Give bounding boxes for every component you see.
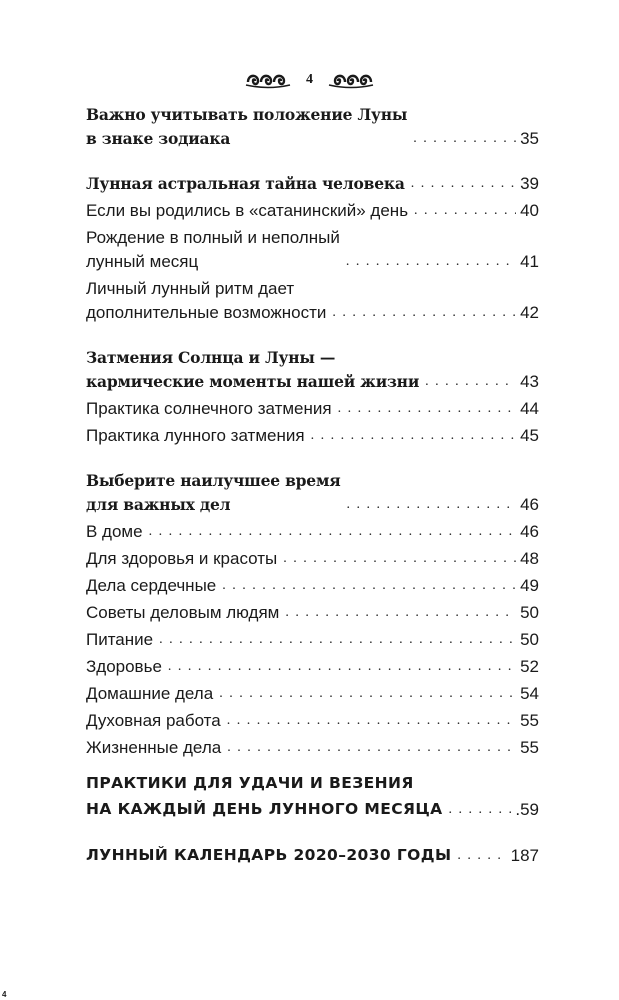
toc-entry[interactable] <box>86 574 539 598</box>
toc-entry[interactable] <box>86 226 539 274</box>
dot-leader <box>285 601 516 625</box>
toc-entry-page: 48 <box>520 549 539 568</box>
toc-entry[interactable] <box>86 469 539 517</box>
toc-entry-title: Практика лунного затмения <box>86 426 305 445</box>
toc-entry-page: 46 <box>520 495 539 514</box>
toc-entry-title: ЛУННЫЙ КАЛЕНДАРЬ 2020–2030 ГОДЫ <box>86 846 452 864</box>
toc-entry-page: 45 <box>520 426 539 445</box>
page-header <box>0 66 619 94</box>
toc-entry[interactable] <box>86 842 539 868</box>
table-of-contents <box>86 103 539 871</box>
dot-leader <box>227 736 516 760</box>
dot-leader <box>346 250 516 274</box>
toc-entry[interactable] <box>86 655 539 679</box>
toc-entry-title: Лунная астральная тайна человека <box>86 174 405 193</box>
toc-entry-page: 46 <box>520 522 539 541</box>
dot-leader <box>219 682 516 706</box>
dot-leader <box>414 199 516 223</box>
dot-leader <box>311 424 517 448</box>
toc-entry-title: Дела сердечные <box>86 576 217 595</box>
toc-entry-title: Домашние дела <box>86 684 214 703</box>
dot-leader <box>283 547 516 571</box>
toc-entry-page: 35 <box>520 129 539 148</box>
dot-leader <box>346 493 516 517</box>
page-number: 4 <box>306 72 313 87</box>
toc-entry-page: 42 <box>520 303 539 322</box>
toc-entry-page: .59 <box>515 800 539 819</box>
toc-entry-page: 41 <box>520 252 539 271</box>
toc-entry[interactable] <box>86 601 539 625</box>
toc-entry-title: Жизненные дела <box>86 738 222 757</box>
dot-leader <box>227 709 516 733</box>
toc-entry-title: Для здоровья и красоты <box>86 549 278 568</box>
right-ornament-icon <box>327 70 375 90</box>
toc-entry[interactable] <box>86 520 539 544</box>
toc-entry-page: 52 <box>520 657 539 676</box>
dot-leader <box>338 397 516 421</box>
toc-entry-page: 50 <box>520 603 539 622</box>
toc-entry[interactable] <box>86 397 539 421</box>
dot-leader <box>149 520 517 544</box>
toc-entry-page: 43 <box>520 372 539 391</box>
toc-entry-title: В доме <box>86 522 143 541</box>
corner-page-mark: 4 <box>2 990 7 999</box>
dot-leader <box>457 844 506 868</box>
toc-entry-page: 44 <box>520 399 539 418</box>
toc-entry-title: Важно учитывать положение Луны в знаке зодиака <box>86 105 408 148</box>
toc-entry-page: 50 <box>520 630 539 649</box>
toc-entry[interactable] <box>86 103 539 151</box>
toc-entry[interactable] <box>86 172 539 196</box>
toc-entry[interactable] <box>86 547 539 571</box>
dot-leader <box>413 127 516 151</box>
toc-entry[interactable] <box>86 346 539 394</box>
toc-entry[interactable] <box>86 277 539 325</box>
dot-leader <box>159 628 516 652</box>
dot-leader <box>425 370 516 394</box>
toc-entry-page: 55 <box>520 711 539 730</box>
toc-entry[interactable] <box>86 424 539 448</box>
toc-entry-title: Рождение в полный и неполный лунный месяц <box>86 228 340 271</box>
dot-leader <box>411 172 516 196</box>
dot-leader <box>332 301 516 325</box>
dot-leader <box>449 798 512 822</box>
toc-entry[interactable] <box>86 682 539 706</box>
toc-entry-title: Если вы родились в «сатанинский» день <box>86 201 409 220</box>
toc-entry-title: Затмения Солнца и Луны — кармические моменты нашей жизни <box>86 348 420 391</box>
toc-entry-page: 54 <box>520 684 539 703</box>
left-ornament-icon <box>244 70 292 90</box>
toc-entry[interactable] <box>86 770 539 822</box>
toc-entry-title: ПРАКТИКИ ДЛЯ УДАЧИ И ВЕЗЕНИЯ НА КАЖДЫЙ ДЕНЬ ЛУННОГО МЕСЯЦА <box>86 774 443 818</box>
toc-entry-page: 39 <box>520 174 539 193</box>
toc-entry-title: Духовная работа <box>86 711 221 730</box>
toc-entry-page: 55 <box>520 738 539 757</box>
toc-entry-title: Советы деловым людям <box>86 603 280 622</box>
toc-entry-title: Личный лунный ритм дает дополнительные возможности <box>86 279 327 322</box>
dot-leader <box>222 574 516 598</box>
toc-entry[interactable] <box>86 628 539 652</box>
toc-entry-page: 40 <box>520 201 539 220</box>
toc-entry[interactable] <box>86 736 539 760</box>
toc-entry-page: 49 <box>520 576 539 595</box>
toc-entry-title: Выберите наилучшее время для важных дел <box>86 471 341 514</box>
toc-entry-title: Практика солнечного затмения <box>86 399 332 418</box>
toc-entry-page: 187 <box>510 846 539 865</box>
toc-entry-title: Здоровье <box>86 657 162 676</box>
toc-entry[interactable] <box>86 199 539 223</box>
toc-entry-title: Питание <box>86 630 154 649</box>
toc-entry[interactable] <box>86 709 539 733</box>
dot-leader <box>168 655 516 679</box>
